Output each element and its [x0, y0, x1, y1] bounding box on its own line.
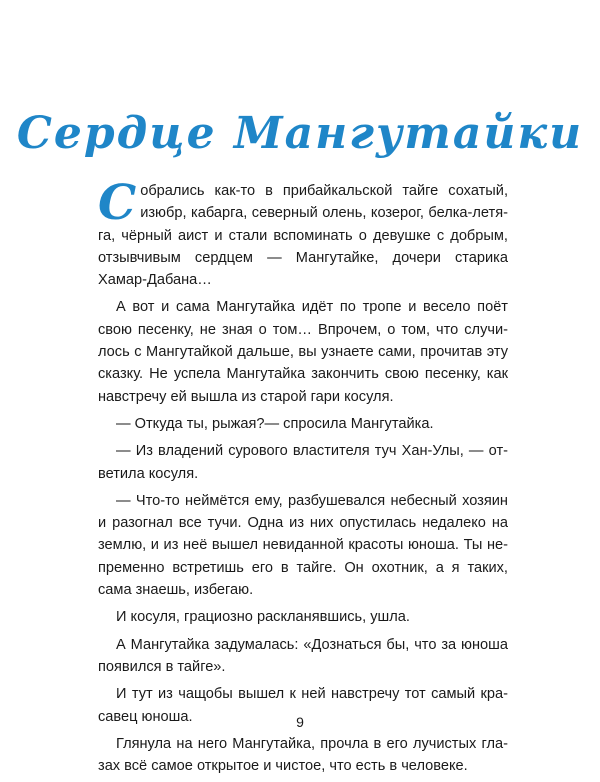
paragraph-9: Глянула на него Мангутайка, прочла в его лучистых гла-зах всё самое открытое и чистое, что есть в человеке.: [98, 735, 508, 775]
paragraph-7: А Мангутайка задумалась: «Дознаться бы, что за юноша появился в тайге».: [98, 636, 508, 675]
paragraph-3: — Откуда ты, рыжая?— спросила Мангутайка.: [116, 415, 434, 432]
paragraph-6: И косуля, грациозно раскланявшись, ушла.: [116, 609, 410, 626]
paragraph-2: А вот и сама Мангутайка идёт по тропе и весело поёт свою песенку, не зная о том… Впрочем, о том, что случи-лось с Мангутайкой дальше, вы узнаете сами, прочитав эту сказку. Не успела Мангутайка закончить свою песенку, как навстречу ей вышла из старой гари косуля.: [98, 299, 508, 405]
story-text: [98, 175, 508, 782]
chapter-title: Сердце Мангутайки: [16, 108, 584, 159]
page-number: 9: [296, 714, 304, 730]
paragraph-4: — Из владений сурового властителя туч Хан-Улы, — от-ветила косуля.: [98, 443, 508, 482]
paragraph-5: — Что-то неймётся ему, разбушевался небесный хозяин и разогнал все тучи. Одна из них опустилась недалеко на землю, и из неё вышел невиданной красоты юноша. Ты не-пременно встретишь его в тайге. Он охотник, а я таких, сама знаешь, избегаю.: [98, 492, 508, 599]
drop-cap: С: [98, 175, 137, 231]
paragraph-8: И тут из чащобы вышел к ней навстречу тот самый кра-савец юноша.: [98, 686, 508, 725]
paragraph-1: [98, 175, 508, 291]
paragraph-1-text: обрались как-то в прибайкальской тайге сохатый, изюбр, кабарга, северный олень, козерог, белка-летя-га, чёрный аист и стали вспоминать о девушке с добрым, отзывчивым сердцем — Мангутайке, дочери старика Хамар-Дабана…: [98, 183, 508, 289]
